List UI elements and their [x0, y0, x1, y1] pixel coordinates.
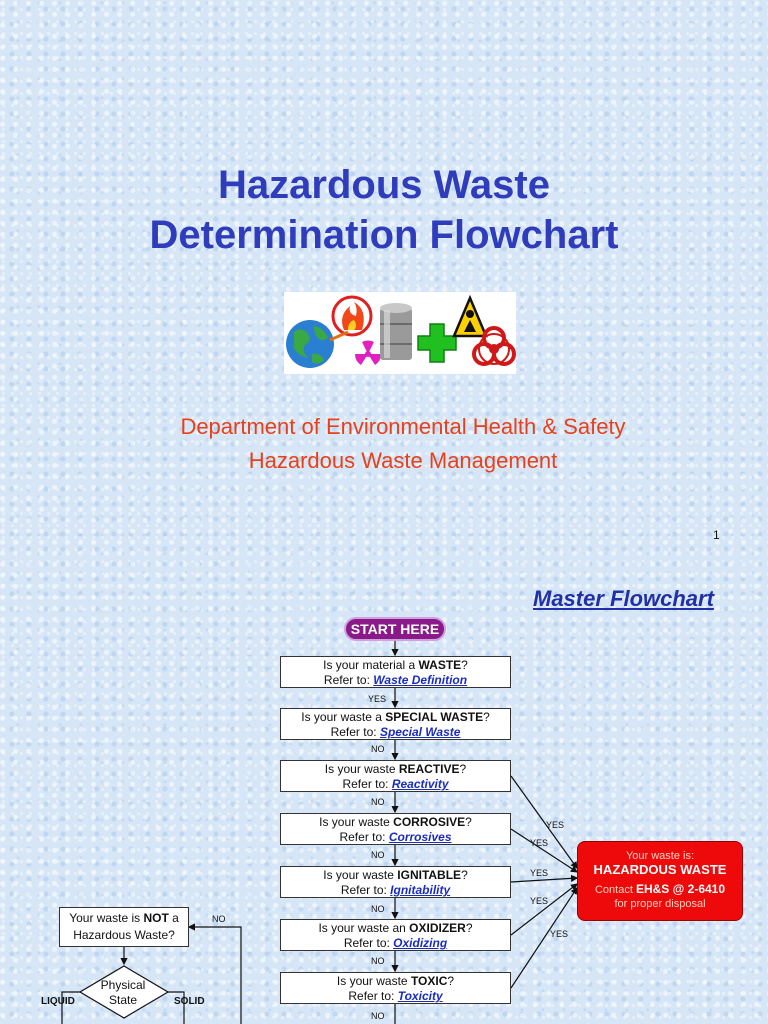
down-label-no: NO [371, 904, 385, 914]
ignitability-link[interactable]: Ignitability [390, 883, 451, 897]
hazard-triangle-icon [454, 298, 486, 336]
cross-icon [418, 324, 456, 362]
yes-label-toxic: YES [550, 929, 569, 939]
down-label-no: NO [371, 797, 385, 807]
down-label-no: NO [371, 850, 385, 860]
no-return-label: NO [212, 914, 226, 924]
question-waste: Is your material a WASTE? Refer to: Waste Definition [280, 656, 511, 688]
result-line-1: Your waste is: [625, 850, 695, 862]
down-label-no: NO [371, 744, 385, 754]
yes-label-oxidizer: YES [530, 896, 549, 906]
not-hazardous-waste-box: Your waste is NOT a Hazardous Waste? [59, 907, 189, 947]
yes-label-ignitable: YES [530, 868, 549, 878]
waste-definition-link[interactable]: Waste Definition [373, 673, 468, 687]
division-name: Hazardous Waste Management [248, 448, 558, 473]
ehs-contact: EH&S @ 2-6410 [635, 882, 726, 896]
hazard-icons-strip [284, 292, 516, 374]
down-label-no: NO [371, 956, 385, 966]
flame-icon [330, 297, 371, 340]
down-label-yes: YES [368, 694, 387, 704]
globe-icon [286, 320, 334, 368]
drum-icon [380, 303, 412, 360]
down-label-no: NO [371, 1011, 385, 1021]
question-toxic: Is your waste TOXIC? Refer to: Toxicity [280, 972, 511, 1004]
corrosives-link[interactable]: Corrosives [388, 830, 452, 844]
oxidizing-link[interactable]: Oxidizing [393, 936, 448, 950]
special-waste-link[interactable]: Special Waste [379, 725, 461, 739]
reactivity-link[interactable]: Reactivity [391, 777, 449, 791]
physical-state-label: Physical State [100, 978, 146, 1007]
liquid-label: LIQUID [41, 996, 75, 1007]
department-name: Department of Environmental Health & Safety [180, 414, 626, 439]
yes-label-corrosive: YES [530, 838, 549, 848]
question-reactive: Is your waste REACTIVE? Refer to: Reactivity [280, 760, 511, 792]
page-number: 1 [713, 528, 720, 542]
result-hazardous-waste: HAZARDOUS WASTE [593, 862, 727, 877]
question-corrosive: Is your waste CORROSIVE? Refer to: Corrosives [280, 813, 511, 845]
result-line-4: for proper disposal [614, 898, 706, 910]
radiation-icon [354, 340, 382, 368]
question-ignitable: Is your waste IGNITABLE? Refer to: Ignitability [280, 866, 511, 898]
title-line-1: Hazardous Waste [218, 163, 550, 207]
start-here-badge: START HERE [344, 617, 446, 641]
slide-title [0, 160, 768, 260]
question-oxidizer: Is your waste an OXIDIZER? Refer to: Oxidizing [280, 919, 511, 951]
title-line-2: Determination Flowchart [149, 213, 619, 257]
master-flowchart-heading[interactable]: Master Flowchart [533, 586, 714, 611]
master-flowchart-slide [0, 556, 768, 1024]
hazardous-waste-result: Your waste is: HAZARDOUS WASTE Contact EH&S @ 2-6410 for proper disposal [577, 841, 743, 921]
yes-label-reactive: YES [546, 820, 565, 830]
solid-label: SOLID [174, 996, 205, 1007]
question-special-waste: Is your waste a SPECIAL WASTE? Refer to: Special Waste [280, 708, 511, 740]
toxicity-link[interactable]: Toxicity [397, 989, 443, 1003]
